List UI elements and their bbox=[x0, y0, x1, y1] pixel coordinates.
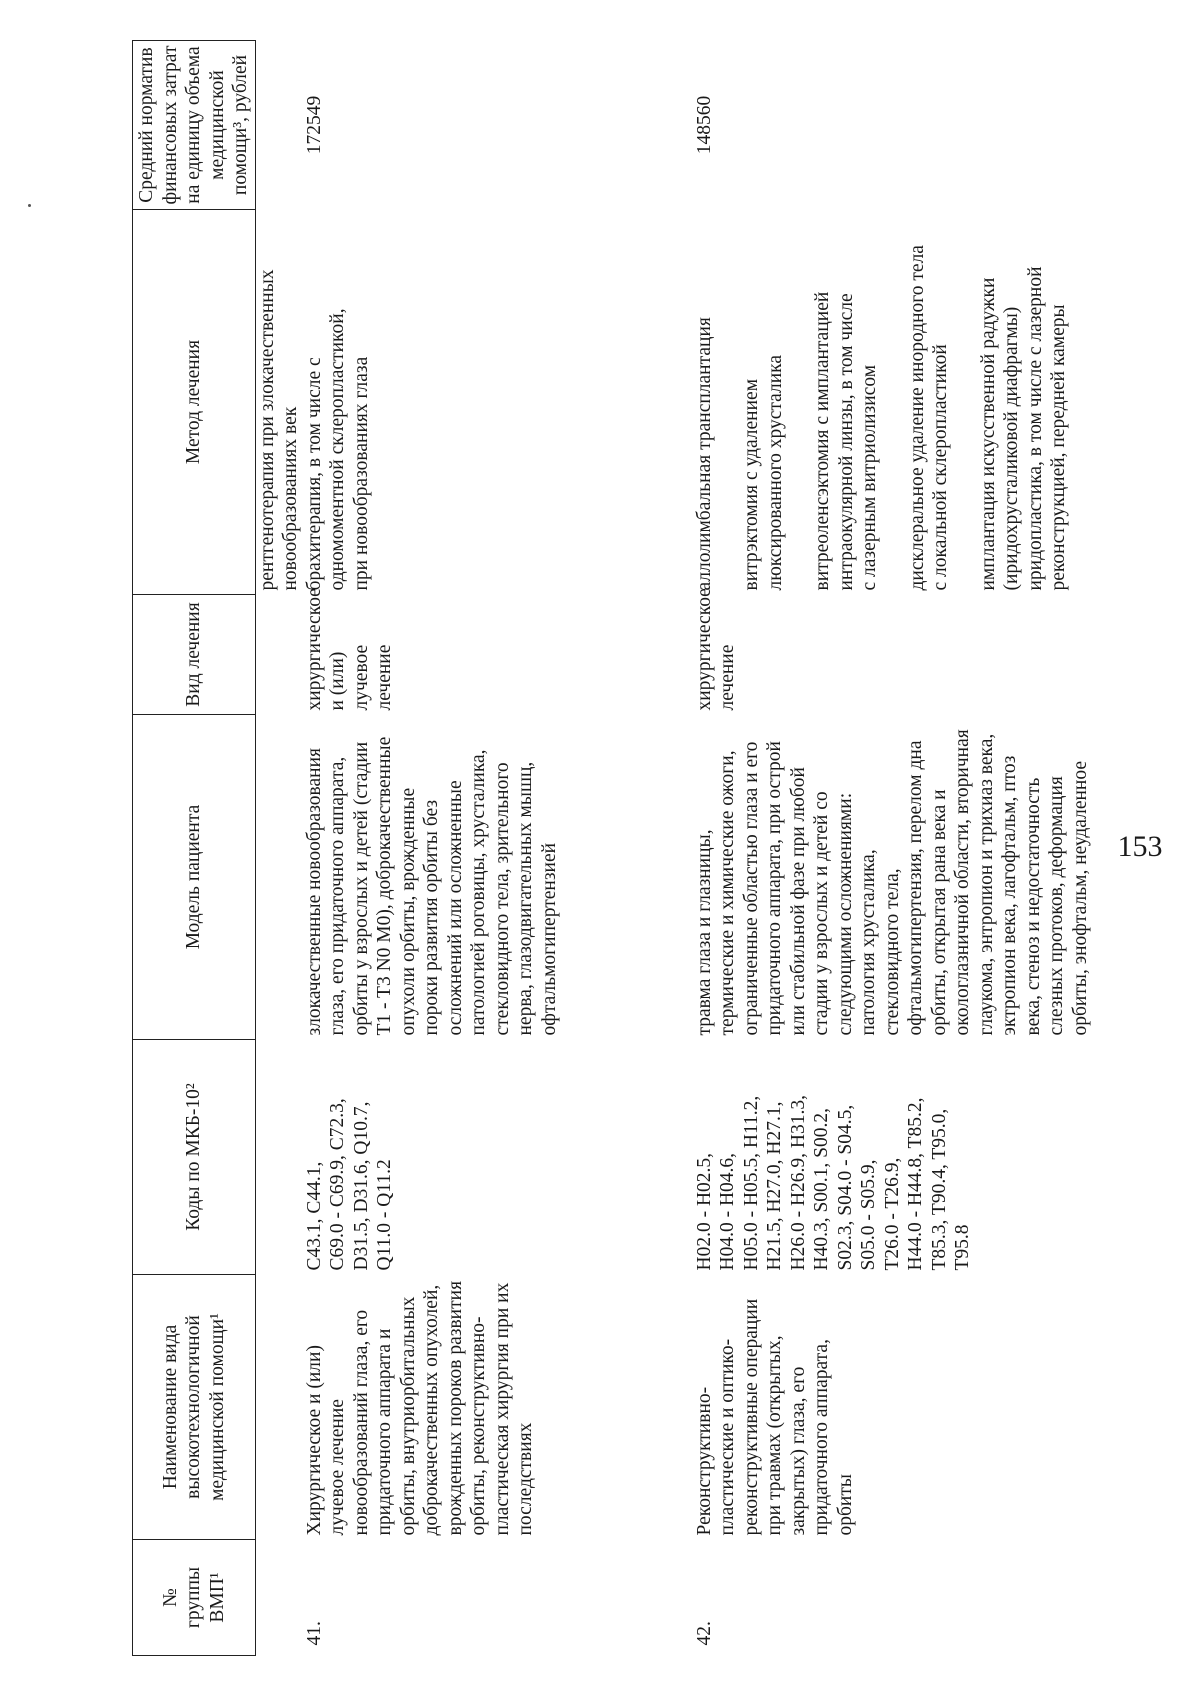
icd-codes: H02.0 - H02.5, H04.0 - H04.6, H05.0 - H05.5, H11.2, H21.5, H27.0, H27.1, H26.0 - H26.9, H31.3, H40.3, S00.1, S00.2, S02.3, S04.0 - S04.5, S05.0 - S05.9, T26.0 - T26.9, H44.0 - H44.8, T85.2, T85.3, T90.4, T95.0, T95.8 bbox=[693, 1095, 973, 1271]
header-patient-model: Модель пациента bbox=[133, 715, 256, 1040]
table-header-row bbox=[133, 41, 256, 1656]
group-number: 42. bbox=[693, 1621, 715, 1646]
treatment-method: дисклеральное удаление инородного тела с локальной склеропластикой bbox=[906, 245, 951, 591]
header-group-number: № группы ВМП¹ bbox=[133, 1540, 256, 1656]
header-care-type-name: Наименование вида высокотехнологичной медицинской помощи¹ bbox=[133, 1275, 256, 1540]
table-row bbox=[303, 41, 693, 1656]
treatment-method: аллолимбальная трансплантация bbox=[693, 317, 715, 591]
cost-standard: 172549 bbox=[303, 95, 325, 155]
page-number: 153 bbox=[1117, 830, 1163, 863]
group-number: 41. bbox=[303, 1621, 325, 1646]
treatment-type: хирургическое лечение bbox=[693, 588, 738, 711]
header-treatment-method: Метод лечения bbox=[133, 210, 256, 595]
patient-model: злокачественные новообразования глаза, его придаточного аппарата, орбиты у взрослых и детей (стадии T1 - T3 N0 M0), доброкачественные опухоли орбиты, врожденные пороки развития орбиты без осложнений или осложненные патологией роговицы, хрусталика, стекловидного тела, зрительного нерва, глазодвигательных мышц, офтальмогипертензией bbox=[303, 736, 560, 1036]
treatment-method: брахитерапия, в том числе с одномоментной склеропластикой, при новообразованиях глаза bbox=[303, 308, 372, 591]
vmp-table bbox=[132, 40, 1200, 1656]
treatment-method: витрэктомия с удалением люксированного хрусталика bbox=[741, 355, 786, 591]
treatment-methods bbox=[303, 210, 693, 595]
care-type-name: Хирургическое и (или) лучевое лечение новообразований глаза, его придаточного аппарата и орбиты, внутриорбитальных доброкачественных опухолей, врожденных пороков развития орбиты, реконструктивно- пластическая хирургия при их последствиях bbox=[303, 1280, 536, 1536]
treatment-methods bbox=[693, 210, 1200, 595]
header-treatment-type: Вид лечения bbox=[133, 595, 256, 715]
cost-standard: 148560 bbox=[693, 95, 715, 155]
icd-codes: C43.1, C44.1, C69.0 - C69.9, C72.3, D31.5, D31.6, Q10.7, Q11.0 - Q11.2 bbox=[303, 1098, 395, 1271]
treatment-method: имплантация искусственной радужки (иридохрусталиковой диафрагмы) иридопластика, в том числе с лазерной реконструкцией, передней камеры bbox=[977, 266, 1069, 591]
care-type-name: Реконструктивно- пластические и оптико- реконструктивные операции при травмах (открытых, закрытых) глаза, его придаточного аппарата, орбиты bbox=[693, 1298, 856, 1536]
header-cost-standard: Средний норматив финансовых затрат на единицу объема медицинской помощи³, рублей bbox=[133, 41, 256, 210]
continuation-method: рентгенотерапия при злокачественных новообразованиях век bbox=[256, 269, 301, 591]
header-icd-codes: Коды по МКБ-10² bbox=[133, 1040, 256, 1275]
table-row-continuation bbox=[255, 41, 303, 1656]
table-row bbox=[693, 41, 1200, 1656]
treatment-method: витреоленсэктомия с имплантацией интраокулярной линзы, в том числе с лазерным витриолизисом bbox=[812, 291, 880, 591]
treatment-type: хирургическое и (или) лучевое лечение bbox=[303, 588, 395, 711]
scan-speck bbox=[28, 204, 31, 207]
patient-model: травма глаза и глазницы, термические и химические ожоги, ограниченные областью глаза и его придаточного аппарата, при острой или стабильной фазе при любой стадии у взрослых и детей со следующими осложнениями: патология хрусталика, стекловидного тела, офтальмогипертензия, перелом дна орбиты, открытая рана века и окологлазничной области, вторичная глаукома, энтропион и трихиаз века, эктропион века, лагофтальм, птоз века, стеноз и недостаточность слезных протоков, деформация орбиты, энофтальм, неудаленное bbox=[693, 729, 1091, 1036]
